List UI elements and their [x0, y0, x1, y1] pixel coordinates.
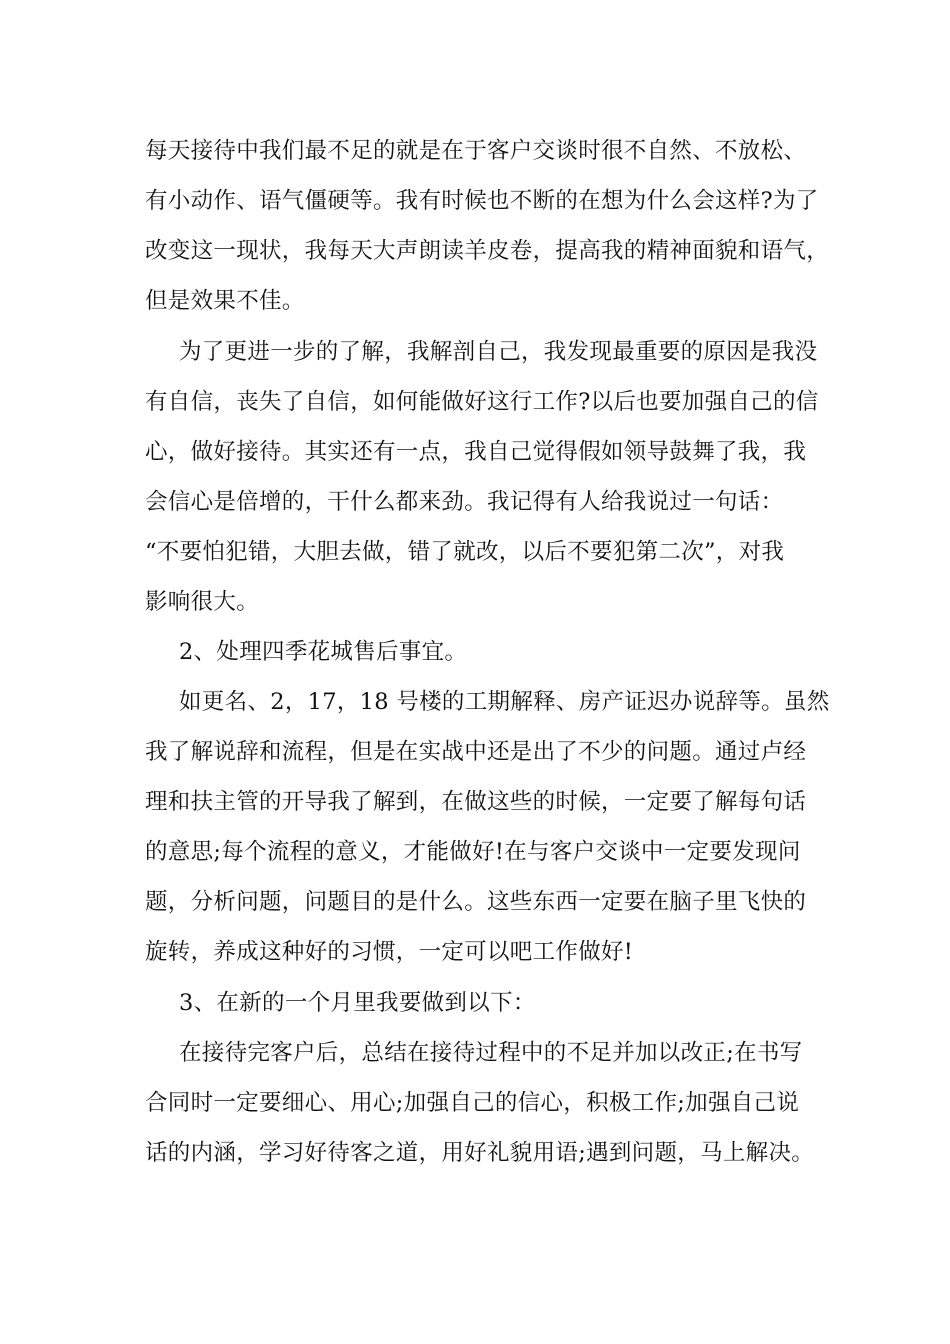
text-line: 合同时一定要细心、用心;加强自己的信心，积极工作;加强自己说 — [145, 1090, 800, 1116]
text-line: 有小动作、语气僵硬等。我有时候也不断的在想为什么会这样?为了 — [145, 188, 819, 214]
text-line: 在接待完客户后，总结在接待过程中的不足并加以改正;在书写 — [179, 1040, 803, 1066]
text-line: 如更名、2，17，18 号楼的工期解释、房产证迟办说辞等。虽然 — [179, 689, 830, 715]
section-heading: 2、处理四季花城售后事宜。 — [179, 639, 468, 665]
text-line: 为了更进一步的了解，我解剖自己，我发现最重要的原因是我没 — [179, 339, 818, 365]
text-line: 理和扶主管的开导我了解到，在做这些的时候，一定要了解每句话 — [145, 789, 807, 815]
text-line: 有自信，丧失了自信，如何能做好这行工作?以后也要加强自己的信 — [145, 389, 819, 415]
text-line: 旋转，养成这种好的习惯，一定可以吧工作做好! — [145, 939, 634, 965]
text-line: 影响很大。 — [145, 589, 260, 615]
text-line: “不要怕犯错，大胆去做，错了就改，以后不要犯第二次”，对我 — [145, 539, 785, 565]
text-line: 的意思;每个流程的意义，才能做好!在与客户交谈中一定要发现问 — [145, 839, 801, 865]
text-line: 题，分析问题，问题目的是什么。这些东西一定要在脑子里飞快的 — [145, 889, 807, 915]
text-line: 心，做好接待。其实还有一点，我自己觉得假如领导鼓舞了我，我 — [145, 439, 807, 465]
text-line: 改变这一现状，我每天大声朗读羊皮卷，提高我的精神面貌和语气， — [145, 238, 830, 264]
text-line: 每天接待中我们最不足的就是在于客户交谈时很不自然、不放松、 — [145, 138, 807, 164]
text-line: 话的内涵，学习好待客之道，用好礼貌用语;遇到问题，马上解决。 — [145, 1140, 815, 1166]
text-line: 但是效果不佳。 — [145, 288, 305, 314]
text-line: 会信心是倍增的，干什么都来劲。我记得有人给我说过一句话： — [145, 489, 784, 515]
text-line: 我了解说辞和流程，但是在实战中还是出了不少的问题。通过卢经 — [145, 739, 807, 765]
section-heading: 3、在新的一个月里我要做到以下： — [179, 990, 536, 1016]
